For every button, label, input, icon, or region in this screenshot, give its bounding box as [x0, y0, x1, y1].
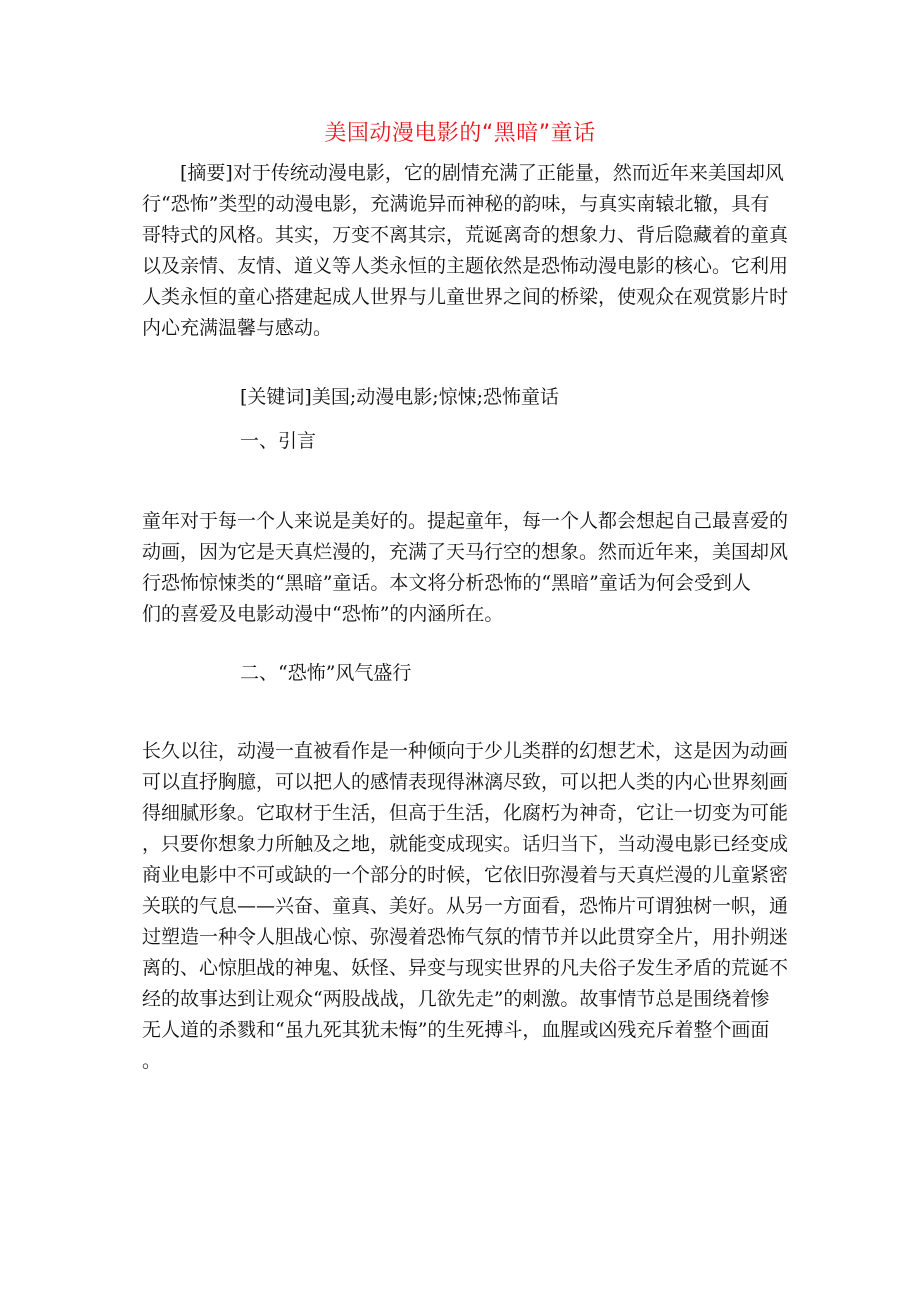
horror-line: 。: [142, 1050, 162, 1072]
abstract-line: 哥特式的风格。其实，万变不离其宗，荒诞离奇的想象力、背后隐藏着的童真: [142, 224, 789, 246]
abstract-line: 人类永恒的童心搭建起成人世界与儿童世界之间的桥梁，使观众在观赏影片时: [142, 286, 789, 308]
horror-line: 可以直抒胸臆，可以把人的感情表现得淋漓尽致，可以把人类的内心世界刻画: [142, 771, 789, 793]
intro-line: 们的喜爱及电影动漫中“恐怖”的内涵所在。: [142, 603, 504, 625]
abstract-paragraph: [142, 158, 789, 344]
section-heading-horror: 二、“恐怖”风气盛行: [240, 662, 412, 684]
horror-line: ，只要你想象力所触及之地，就能变成现实。话归当下，当动漫电影已经变成: [142, 833, 789, 855]
intro-line: 童年对于每一个人来说是美好的。提起童年，每一个人都会想起自己最喜爱的: [142, 510, 789, 532]
horror-line: 离的、心惊胆战的神鬼、妖怪、异变与现实世界的凡夫俗子发生矛盾的荒诞不: [142, 957, 789, 979]
horror-line: 长久以往，动漫一直被看作是一种倾向于少儿类群的幻想艺术，这是因为动画: [142, 740, 789, 762]
horror-line: 得细腻形象。它取材于生活，但高于生活，化腐朽为神奇，它让一切变为可能: [142, 802, 789, 824]
intro-paragraph: [142, 506, 789, 630]
abstract-line: 行“恐怖”类型的动漫电影，充满诡异而神秘的韵味，与真实南辕北辙，具有: [142, 193, 770, 215]
horror-line: 关联的气息——兴奋、童真、美好。从另一方面看，恐怖片可谓独树一帜，通: [142, 895, 789, 917]
abstract-line: 以及亲情、友情、道义等人类永恒的主题依然是恐怖动漫电影的核心。它利用: [142, 255, 789, 277]
page-title: 美国动漫电影的“黑暗”童话: [324, 121, 596, 146]
keywords-line: [关键词]美国;动漫电影;惊悚;恐怖童话: [240, 386, 560, 408]
section-heading-intro: 一、引言: [240, 430, 317, 452]
abstract-line: [摘要]对于传统动漫电影，它的剧情充满了正能量，然而近年来美国却风: [142, 162, 784, 184]
horror-paragraph: [142, 736, 789, 1077]
horror-line: 过塑造一种令人胆战心惊、弥漫着恐怖气氛的情节并以此贯穿全片，用扑朔迷: [142, 926, 789, 948]
intro-line: 动画，因为它是天真烂漫的，充满了天马行空的想象。然而近年来，美国却风: [142, 541, 789, 563]
horror-line: 无人道的杀戮和“虽九死其犹未悔”的生死搏斗，血腥或凶残充斥着整个画面: [142, 1019, 770, 1041]
horror-line: 经的故事达到让观众“两股战战，几欲先走”的刺激。故事情节总是围绕着惨: [142, 988, 770, 1010]
horror-line: 商业电影中不可或缺的一个部分的时候，它依旧弥漫着与天真烂漫的儿童紧密: [142, 864, 789, 886]
intro-line: 行恐怖惊悚类的“黑暗”童话。本文将分析恐怖的“黑暗”童话为何会受到人: [142, 572, 751, 594]
abstract-line: 内心充满温馨与感动。: [142, 317, 333, 339]
